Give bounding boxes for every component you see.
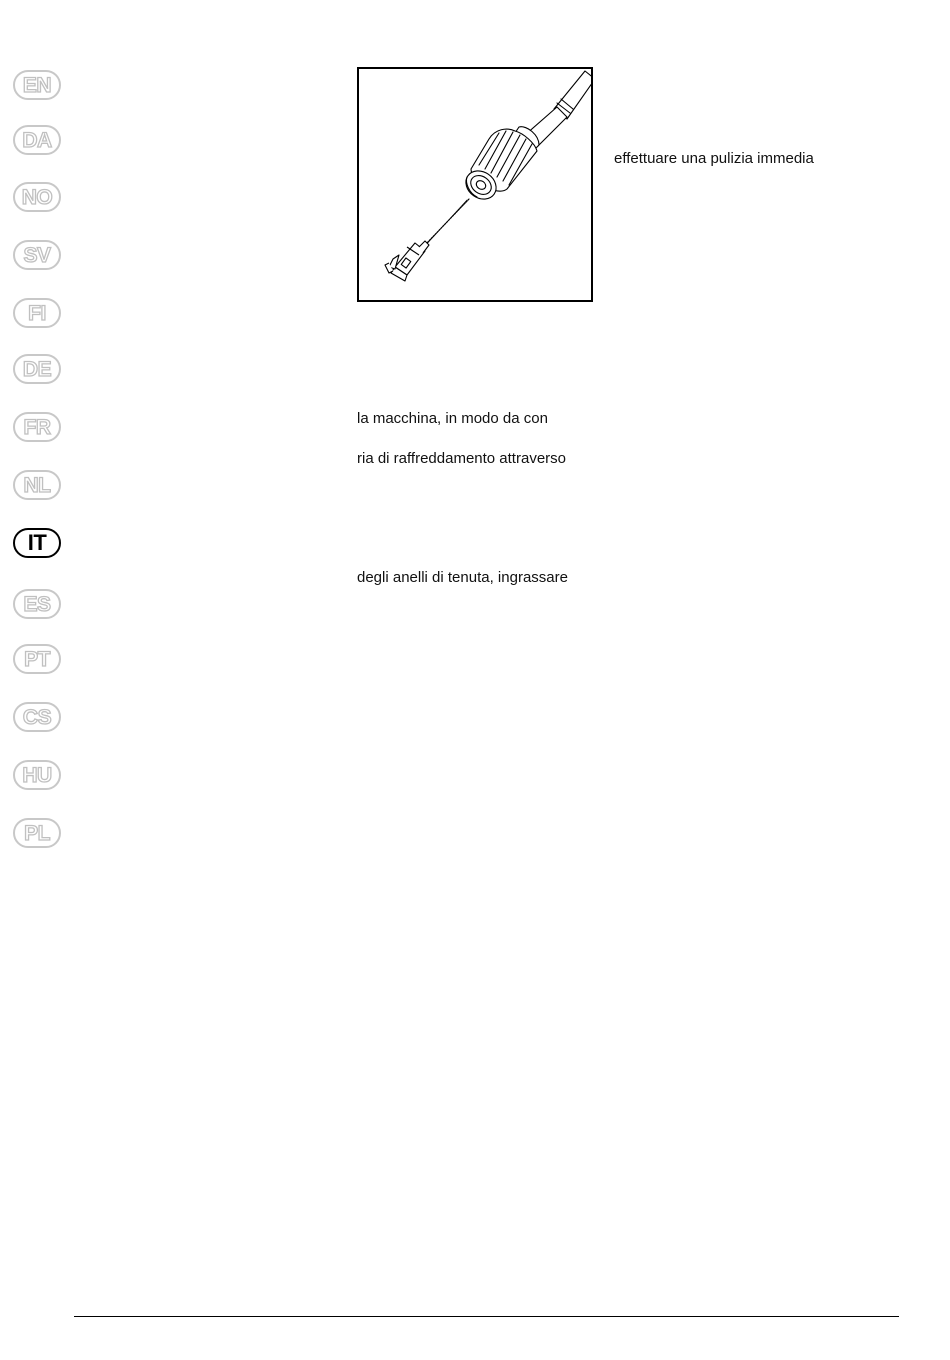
nozzle-cleaning-needle-icon [359, 69, 591, 300]
lang-tab-no[interactable]: NO [13, 182, 61, 212]
lang-tab-sv[interactable]: SV [13, 240, 61, 270]
nozzle-cleaning-figure [357, 67, 593, 302]
lang-tab-fi[interactable]: FI [13, 298, 61, 328]
lang-tab-pl[interactable]: PL [13, 818, 61, 848]
lang-tab-it[interactable]: IT [13, 528, 61, 558]
lang-tab-cs[interactable]: CS [13, 702, 61, 732]
lang-tab-es[interactable]: ES [13, 589, 61, 619]
lang-tab-en[interactable]: EN [13, 70, 61, 100]
body-text-line-3: degli anelli di tenuta, ingrassare [357, 569, 568, 586]
lang-tab-fr[interactable]: FR [13, 412, 61, 442]
lang-tab-pt[interactable]: PT [13, 644, 61, 674]
lang-tab-de[interactable]: DE [13, 354, 61, 384]
footer-divider [74, 1316, 899, 1317]
lang-tab-hu[interactable]: HU [13, 760, 61, 790]
lang-tab-da[interactable]: DA [13, 125, 61, 155]
body-text-line-2: ria di raffreddamento attraverso [357, 450, 566, 467]
right-column-text-line: effettuare una pulizia immedia [614, 150, 814, 167]
lang-tab-nl[interactable]: NL [13, 470, 61, 500]
body-text-line-1: la macchina, in modo da con [357, 410, 548, 427]
